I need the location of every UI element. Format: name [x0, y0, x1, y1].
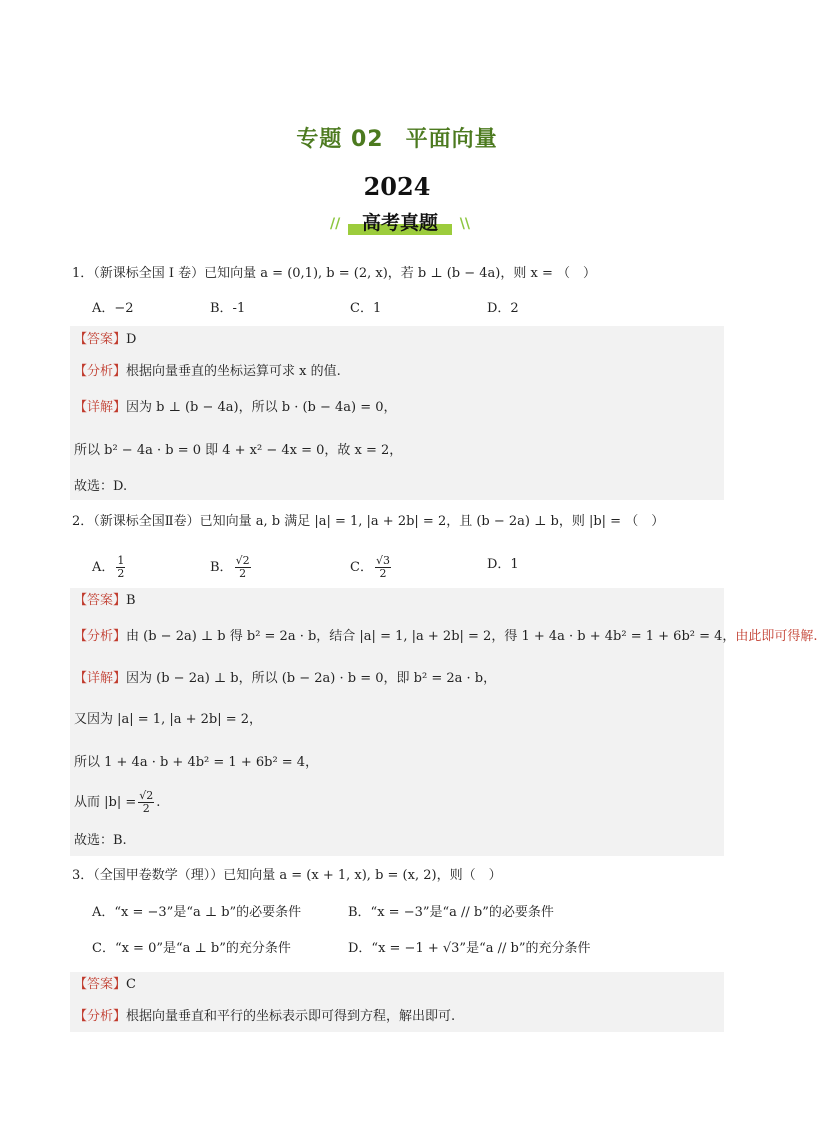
- year-heading: 2024: [363, 172, 431, 201]
- title-topic-number: 专题 02: [296, 127, 384, 152]
- banner-label: 高考真题: [361, 212, 438, 234]
- analysis-text: 根据向量垂直和平行的坐标表示即可得到方程，解出即可.: [126, 1009, 456, 1024]
- detail-text: 因为 (b − 2a) ⊥ b，所以 (b − 2a) · b = 0，即 b² = 2a · b，: [126, 671, 497, 686]
- detail-tag: 【详解】: [74, 400, 127, 415]
- q3-analysis: [74, 1007, 455, 1027]
- detail-tag: 【详解】: [74, 671, 127, 686]
- q1-option-a: A．−2: [92, 301, 134, 316]
- q2-detail-line-2: 又因为 |a| = 1, |a + 2b| = 2，: [74, 712, 263, 727]
- question-1-stem: 1．（新课标全国 I 卷）已知向量 a = (0,1), b = (2, x)，若 b ⊥ (b − 4a)，则 x = （ ）: [72, 266, 596, 281]
- q1-answer: [74, 330, 136, 350]
- numerator: √3: [375, 554, 390, 567]
- numerator: √2: [139, 789, 154, 802]
- q1-option-d: D．2: [487, 301, 519, 316]
- denominator: 2: [239, 567, 247, 580]
- q1-conclusion: 故选：D.: [74, 479, 128, 494]
- denominator: 2: [117, 567, 125, 580]
- q2-answer: [74, 591, 136, 611]
- numerator: √2: [235, 554, 250, 567]
- q3-option-b: B．“x = −3”是“a // b”的必要条件: [348, 905, 554, 920]
- q2-analysis: [74, 627, 818, 647]
- analysis-conclusion: 由此即可得解.: [735, 629, 818, 644]
- fraction: [138, 790, 154, 815]
- option-letter: C．: [350, 560, 373, 575]
- q2-option-a: [92, 555, 127, 580]
- answer-tag: 【答案】: [74, 977, 127, 992]
- answer-tag: 【答案】: [74, 593, 127, 608]
- q1-detail-line-2: 所以 b² − 4a · b = 0 即 4 + x² − 4x = 0，故 x = 2，: [74, 443, 403, 458]
- q2-option-d: D．1: [487, 557, 519, 572]
- slash-decoration-left: //: [330, 216, 341, 232]
- q1-option-b: B．-1: [210, 301, 246, 316]
- fraction: [235, 555, 251, 580]
- q2-conclusion: 故选：B.: [74, 833, 127, 848]
- fraction: [375, 555, 391, 580]
- q3-option-d: D．“x = −1 + √3”是“a // b”的充分条件: [348, 941, 591, 956]
- analysis-text: 根据向量垂直的坐标运算可求 x 的值.: [126, 364, 341, 379]
- result-prefix: 从而 |b| =: [74, 795, 137, 810]
- q1-option-c: C．1: [350, 301, 382, 316]
- denominator: 2: [379, 567, 387, 580]
- q1-analysis: [74, 362, 341, 382]
- slash-decoration-right: \\: [459, 216, 470, 232]
- q2-detail-line-3: 所以 1 + 4a · b + 4b² = 1 + 6b² = 4，: [74, 755, 319, 770]
- option-letter: B．: [210, 560, 233, 575]
- answer-tag: 【答案】: [74, 332, 127, 347]
- numerator: 1: [117, 554, 125, 567]
- denominator: 2: [142, 802, 150, 815]
- q2-detail-line-4: [74, 790, 160, 815]
- result-suffix: .: [156, 795, 161, 810]
- q1-detail: [74, 398, 397, 418]
- analysis-tag: 【分析】: [74, 1009, 127, 1024]
- detail-text: 因为 b ⊥ (b − 4a)，所以 b · (b − 4a) = 0，: [126, 400, 397, 415]
- page-title: [0, 122, 794, 153]
- analysis-tag: 【分析】: [74, 629, 127, 644]
- analysis-text: 由 (b − 2a) ⊥ b 得 b² = 2a · b，结合 |a| = 1, |a + 2b| = 2，得 1 + 4a · b + 4b² = 1 + 6b² = 4，: [126, 629, 736, 644]
- q3-answer: [74, 975, 136, 995]
- answer-value: C: [126, 977, 136, 992]
- option-letter: A．: [92, 560, 115, 575]
- q2-detail: [74, 669, 496, 689]
- q3-option-a: A．“x = −3”是“a ⊥ b”的必要条件: [92, 905, 302, 920]
- question-3-stem: 3．（全国甲卷数学（理））已知向量 a = (x + 1, x), b = (x, 2)，则（ ）: [72, 868, 502, 883]
- section-banner: [330, 206, 470, 238]
- fraction: [116, 555, 125, 580]
- answer-value: B: [126, 593, 136, 608]
- q2-option-c: [350, 555, 393, 580]
- answer-value: D: [126, 332, 137, 347]
- q3-option-c: C．“x = 0”是“a ⊥ b”的充分条件: [92, 941, 291, 956]
- analysis-tag: 【分析】: [74, 364, 127, 379]
- q2-option-b: [210, 555, 253, 580]
- title-topic-name: 平面向量: [405, 127, 498, 152]
- question-2-stem: 2．（新课标全国Ⅱ卷）已知向量 a, b 满足 |a| = 1, |a + 2b| = 2，且 (b − 2a) ⊥ b，则 |b| = （ ）: [72, 514, 665, 529]
